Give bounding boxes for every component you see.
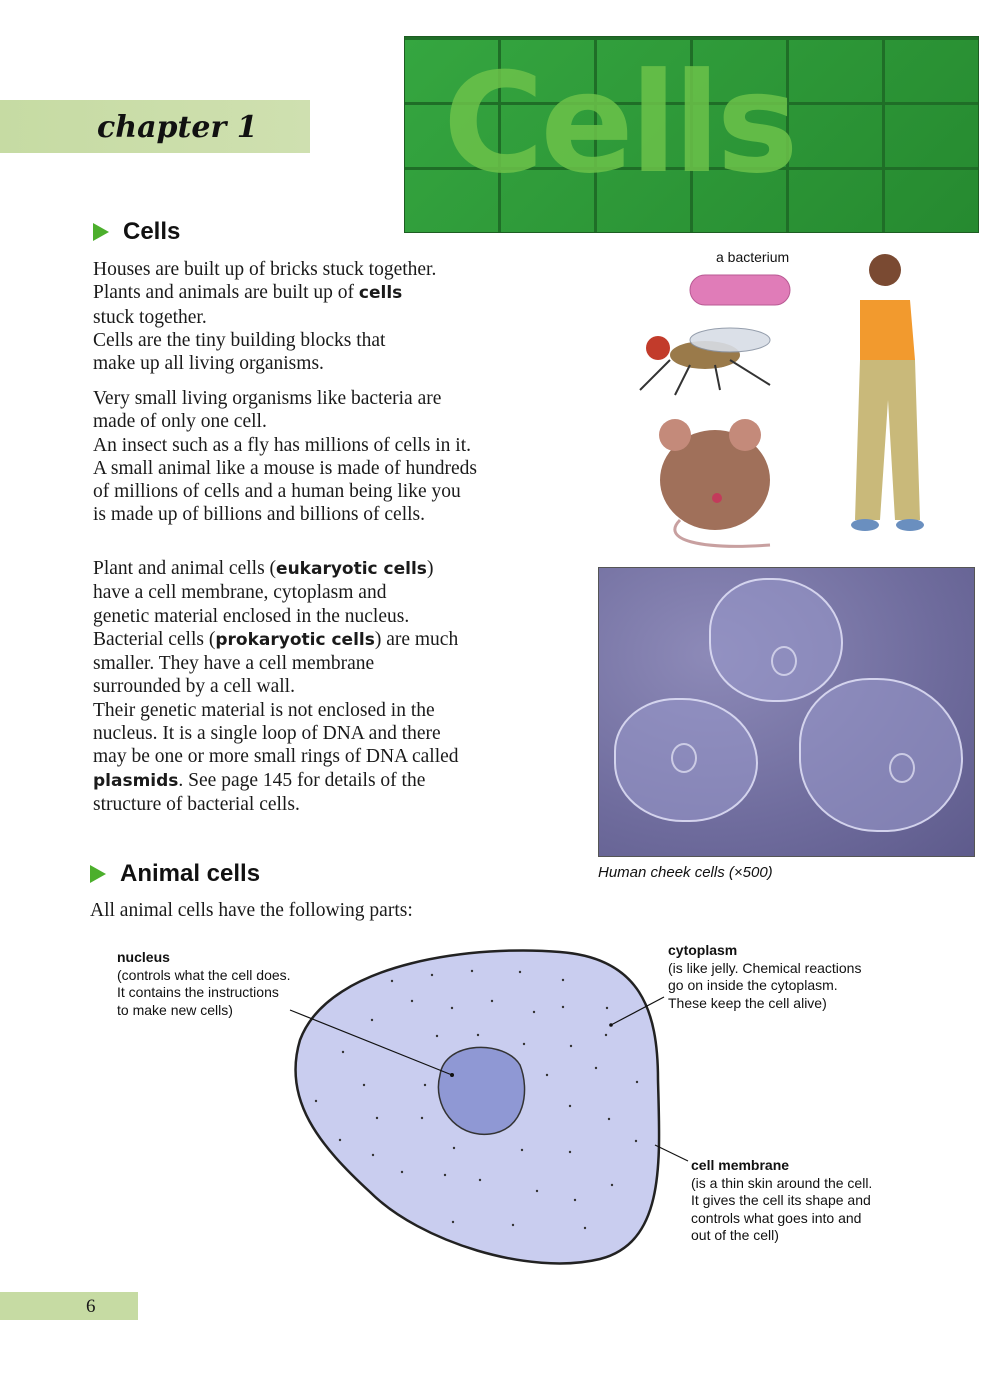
label-desc: (controls what the cell does. <box>117 966 291 983</box>
text-segment: make up all living organisms. <box>93 353 324 375</box>
label-title: cytoplasm <box>668 942 738 958</box>
text-segment: . See page 145 for details of the <box>178 769 426 791</box>
text-segment: surrounded by a cell wall. <box>93 676 295 698</box>
banner-title: Cells <box>443 43 795 204</box>
label-desc: It gives the cell its shape and <box>691 1192 871 1208</box>
bacterium-label: a bacterium <box>716 249 790 265</box>
label-desc: (is a thin skin around the cell. <box>691 1174 873 1191</box>
cell-membrane-label <box>691 1157 872 1245</box>
label-desc: go on inside the cytoplasm. <box>668 977 838 993</box>
label-desc: out of the cell) <box>691 1227 779 1243</box>
text-segment: Plants and animals are built up of <box>93 282 359 304</box>
heading-text: Cells <box>123 218 181 245</box>
label-desc: to make new cells) <box>117 1001 233 1018</box>
text-segment: of millions of cells and a human being like you <box>93 481 461 503</box>
text-segment: may be one or more small rings of DNA called <box>93 746 459 768</box>
bold-term: cells <box>358 283 403 304</box>
label-desc: (is like jelly. Chemical reactions <box>668 959 862 976</box>
label-desc: It contains the instructions <box>117 984 279 1000</box>
page-number-band <box>0 1292 138 1320</box>
page-number: 6 <box>86 1296 96 1317</box>
text-segment: smaller. They have a cell membrane <box>93 653 375 675</box>
cytoplasm-label <box>668 942 861 1012</box>
text-segment: ) <box>426 558 434 579</box>
bold-term: plasmids <box>93 770 179 791</box>
text-segment: An insect such as a fly has millions of cells in it. <box>93 434 472 456</box>
bold-term: eukaryotic cells <box>276 559 427 579</box>
text-segment: Bacterial cells ( <box>93 628 216 650</box>
text-segment: stuck together. <box>93 306 207 328</box>
text-segment: genetic material enclosed in the nucleus. <box>93 605 410 627</box>
text-segment: Very small living organisms like bacteria are <box>93 388 442 409</box>
animal-cells-intro: All animal cells have the following parts: <box>90 900 413 921</box>
heading-text: Animal cells <box>120 860 261 887</box>
text-segment: nucleus. It is a single loop of DNA and there <box>93 723 441 745</box>
label-title: nucleus <box>117 949 170 965</box>
text-segment: ) are much <box>374 628 459 650</box>
micrograph-caption: Human cheek cells (×500) <box>598 864 773 881</box>
chapter-label: chapter 1 <box>97 110 258 145</box>
label-title: cell membrane <box>691 1157 790 1173</box>
text-segment: structure of bacterial cells. <box>93 793 300 815</box>
text-segment: have a cell membrane, cytoplasm and <box>93 582 387 604</box>
text-segment: is made up of billions and billions of cells. <box>93 504 426 526</box>
nucleus-label <box>117 949 291 1019</box>
text-segment: Houses are built up of bricks stuck together. <box>93 259 437 280</box>
text-segment: Plant and animal cells ( <box>93 558 277 579</box>
label-desc: These keep the cell alive) <box>668 994 827 1011</box>
text-segment: Their genetic material is not enclosed in the <box>93 699 435 721</box>
text-segment: A small animal like a mouse is made of hundreds <box>93 457 477 479</box>
bold-term: prokaryotic cells <box>215 629 375 650</box>
label-desc: controls what goes into and <box>691 1209 862 1226</box>
text-segment: Cells are the tiny building blocks that <box>93 329 386 351</box>
text-segment: made of only one cell. <box>93 411 267 433</box>
